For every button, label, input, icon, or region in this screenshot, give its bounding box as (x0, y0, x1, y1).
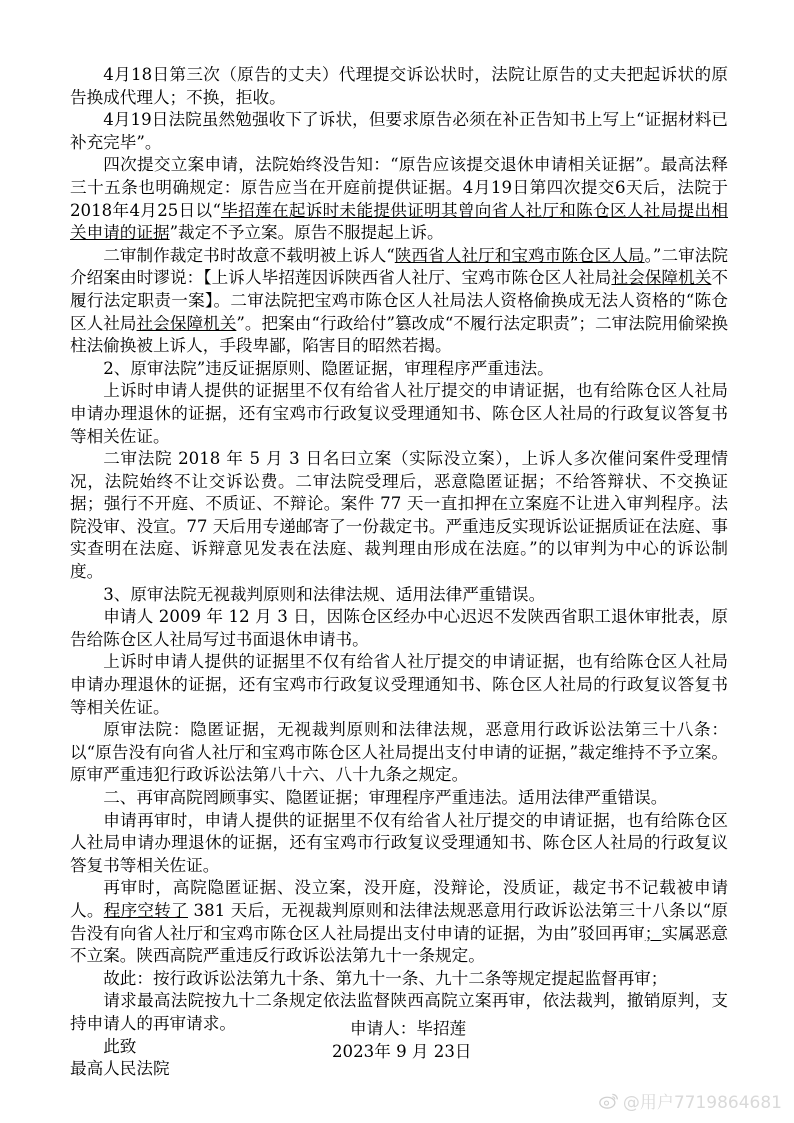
paragraph (70, 109, 728, 154)
text-segment: 上诉时申请人提供的证据里不仅有给省人社厅提交的申请证据，也有给陈仓区人社局申请办理退休的证据，还有宝鸡市行政复议受理通知书、陈仓区人社局的行政复议答复书等相关佐证。 (70, 652, 728, 717)
text-segment: 3、原审法院无视裁判原则和法律法规、适用法律严重错误。 (103, 584, 546, 604)
watermark (599, 1088, 782, 1113)
text-segment: 381 天后，无视裁判原则和法律法规恶意用行政诉讼法第三十八条以“原告没有向省人社厅和宝鸡市陈仓区人社局提出支付申请的证据，为由”驳回再审 (70, 900, 729, 943)
underlined-text: 社会保障机关 (136, 313, 237, 333)
text-segment: 4月18日第三次（原告的丈夫）代理提交诉讼状时，法院让原告的丈夫把起诉状的原告换成代理人；不换，拒收。 (70, 65, 728, 107)
text-segment: 二、再审高院罔顾事实、隐匿证据；审理程序严重违法。适用法律严重错误。 (103, 788, 668, 807)
text-segment: 最高人民法院 (70, 1059, 170, 1079)
paragraph (70, 810, 728, 878)
paragraph (70, 154, 728, 244)
text-segment: ”裁定不予立案。原告不服提起上诉。 (169, 223, 444, 243)
paragraph (70, 380, 728, 448)
paragraph (70, 968, 728, 991)
paragraph (70, 245, 728, 358)
text-segment: 2、原审法院”违反证据原则、隐匿证据，审理程序严重违法。 (103, 358, 554, 378)
weibo-icon (599, 1092, 619, 1110)
text-segment: 原审法院：隐匿证据，无视裁判原则和法律法规，恶意用行政诉讼法第三十八条：以“原告没有向省人社厅和宝鸡市陈仓区人社局提出支付申请的证据，”裁定维持不予立案。原审严重违犯行政诉讼法第八十六、八十九条之规定。 (70, 720, 728, 785)
paragraph (70, 787, 728, 810)
underlined-text: 社会保障机关 (611, 268, 712, 288)
paragraph (70, 719, 728, 787)
signature-date: 2023年 9 月 23日 (332, 1042, 472, 1061)
document-body (70, 64, 728, 1081)
text-segment: 此致 (103, 1036, 137, 1056)
text-segment: ”。把案由“行政给付”篡改成“不履行法定职责”；二审法院用偷梁换柱法偷换被上诉人，手段卑鄙，陷害目的昭然若揭。 (70, 313, 729, 356)
paragraph (70, 584, 728, 607)
text-segment: 再审时，高院隐匿证据、没立案，没开庭，没辩论，没质证，裁定书不记载被申请人。 (70, 878, 728, 920)
paragraph (70, 877, 728, 967)
underlined-text: ； (644, 923, 662, 943)
text-segment: 四次提交立案申请，法院始终没告知：“原告应该提交退休申请相关证据”。最高法释三十五条也明确规定：原告应当在开庭前提供证据。4月19日第四次提交6天后，法院于2018年4月25日以“ (70, 155, 728, 220)
paragraph (70, 606, 728, 651)
underlined-text: 程序空转了 (103, 900, 188, 920)
text-segment: 请求最高法院按九十二条规定依法监督陕西高院立案再审，依法裁判，撤销原判，支持申请人的再审请求。 (70, 991, 728, 1033)
paragraph (70, 358, 728, 381)
text-segment: 。”二审法院介绍案由时谬说：【上诉人毕招莲因诉陕西省人社厅、宝鸡市陈仓区人社局 (70, 245, 729, 288)
paragraph (70, 448, 728, 584)
text-segment: 上诉时申请人提供的证据里不仅有给省人社厅提交的申请证据，也有给陈仓区人社局申请办理退休的证据，还有宝鸡市行政复议受理通知书、陈仓区人社局的行政复议答复书等相关佐证。 (70, 381, 728, 446)
paragraph (70, 651, 728, 719)
text-segment: 故此：按行政诉讼法第九十条、第九十一条、九十二条等规定提起监督再审； (103, 968, 668, 988)
text-segment: 4月19日法院虽然勉强收下了诉状，但要求原告必须在补正告知书上写上“证据材料已补充完毕”。 (70, 110, 728, 152)
paragraph (70, 64, 728, 109)
text-segment: 不履行法定职责一案】。二审法院把宝鸡市陈仓区人社局法人资格偷换成无法人资格的“陈仓区人社局 (70, 268, 729, 333)
watermark-text: @用户7719864681 (622, 1093, 782, 1113)
text-segment: 实属恶意不立案。陕西高院严重违反行政诉讼法第九十一条规定。 (70, 923, 729, 966)
signature-applicant: 申请人：毕招莲 (350, 1019, 467, 1038)
text-segment: 申请人 2009 年 12 月 3 日，因陈仓区经办中心迟迟不发陕西省职工退休审批表，原告给陈仓区人社局写过书面退休申请书。 (70, 607, 728, 649)
text-segment: 申请再审时，申请人提供的证据里不仅有给省人社厅提交的申请证据，也有给陈仓区人社局申请办理退休的证据，还有宝鸡市行政复议受理通知书、陈仓区人社局的行政复议答复书等相关佐证。 (70, 810, 728, 875)
underlined-text: 陕西省人社厅和宝鸡市陈仓区人局 (394, 245, 645, 265)
text-segment: 二审制作裁定书时故意不载明被上诉人“ (103, 245, 395, 265)
underlined-text: 毕招莲在起诉时未能提供证明其曾向省人社厅和陈仓区人社局提出相关申请的证据 (70, 200, 728, 243)
text-segment: 二审法院 2018 年 5 月 3 日名曰立案（实际没立案），上诉人多次催问案件受理情况，法院始终不让交诉讼费。二审法院受理后，恶意隐匿证据；不给答辩状、不交换证据；强行不开庭、不质证、不辩论。案件 77 天一直扣押在立案庭不让进入审判程序。法院没审、没宣。77 天后用专递邮寄了一份裁定书。严重违反实现诉讼证据质证在法庭、事实查明在法庭、诉辩意见发表在法庭、裁判理由形成在法庭。”的以审判为中心的诉讼制度。 (70, 449, 728, 582)
